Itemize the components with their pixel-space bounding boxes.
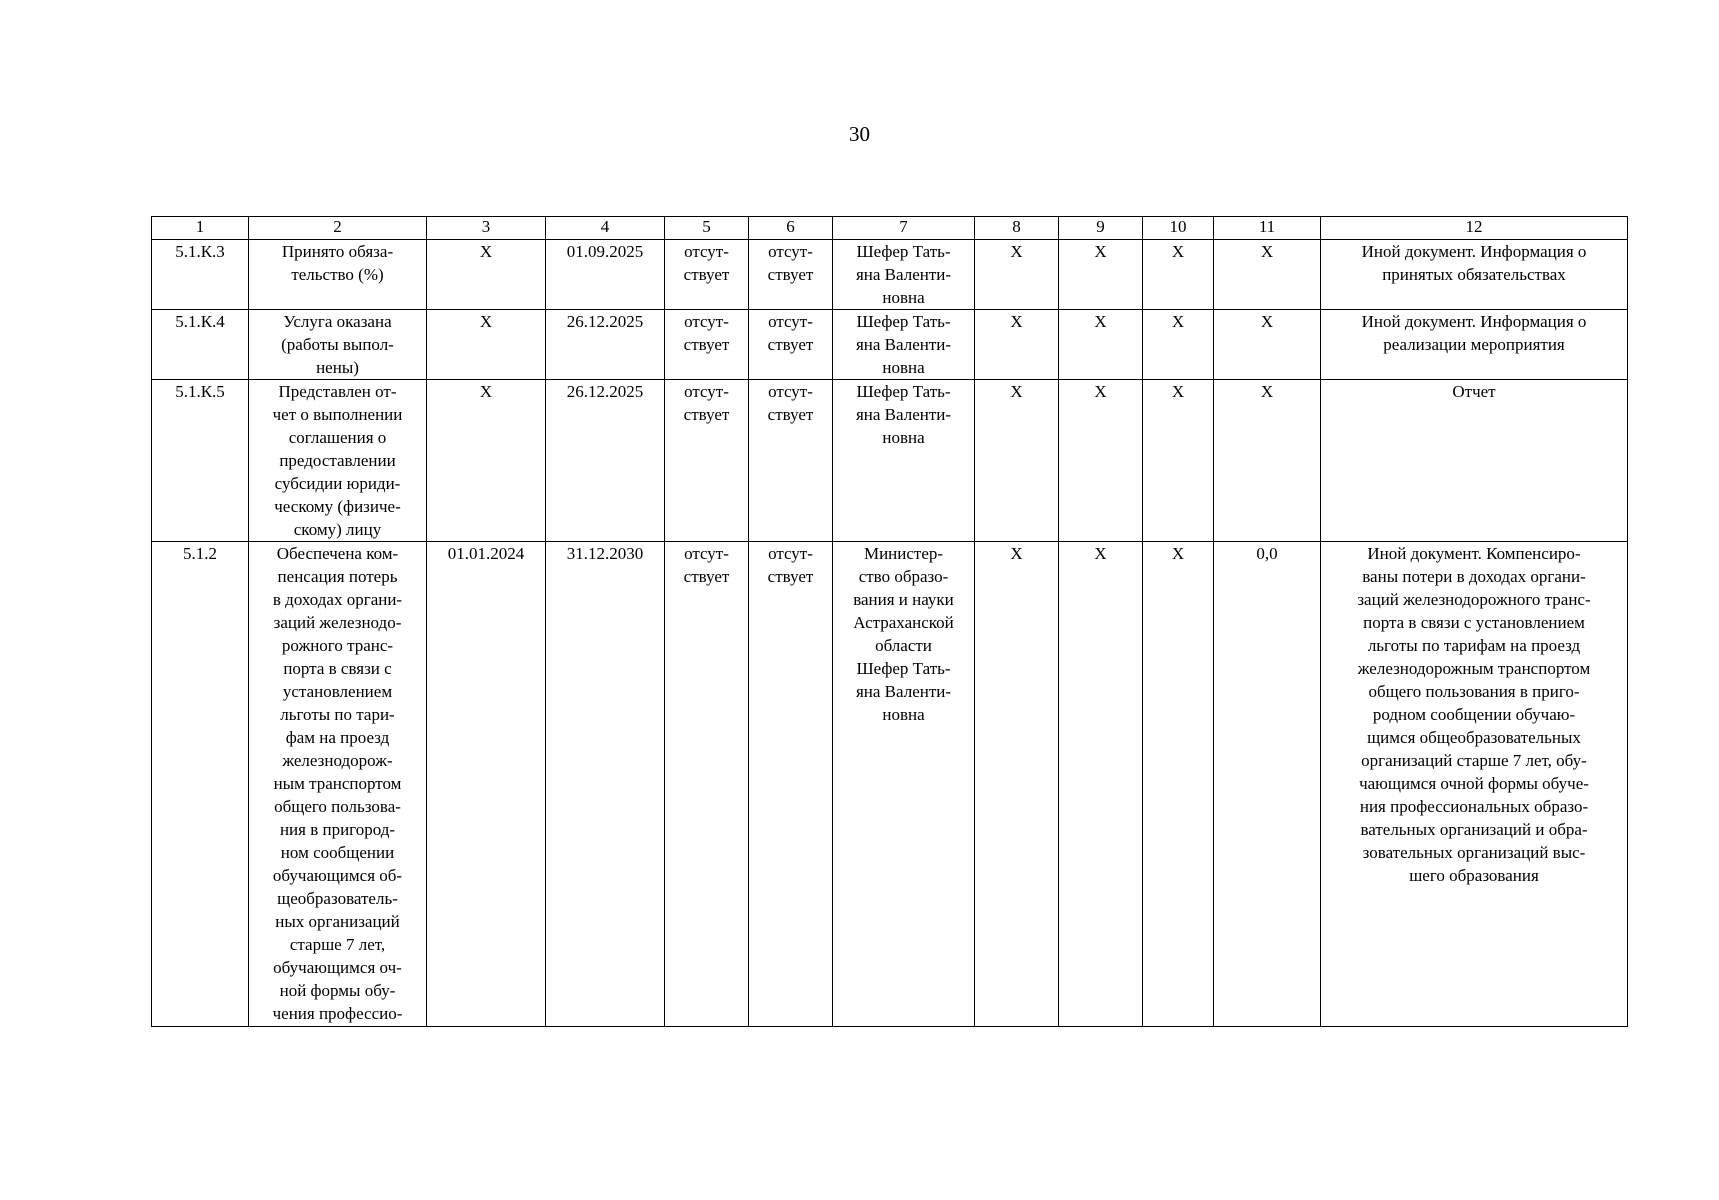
- row-col10: Х: [1143, 310, 1214, 380]
- row-responsible: Шефер Тать- яна Валенти- новна: [833, 310, 975, 380]
- header-cell: 7: [833, 217, 975, 240]
- header-cell: 2: [249, 217, 427, 240]
- row-code: 5.1.К.3: [152, 240, 249, 310]
- row-code: 5.1.2: [152, 542, 249, 1027]
- row-col8: Х: [975, 380, 1059, 542]
- row-responsible: Министер- ство образо- вания и науки Астраханской области Шефер Тать- яна Валенти- новна: [833, 542, 975, 1027]
- row-end: 31.12.2030: [546, 542, 665, 1027]
- row-responsible: Шефер Тать- яна Валенти- новна: [833, 240, 975, 310]
- row-col9: Х: [1059, 542, 1143, 1027]
- row-start: Х: [427, 240, 546, 310]
- row-col5: отсут- ствует: [665, 310, 749, 380]
- header-cell: 9: [1059, 217, 1143, 240]
- row-name: Принято обяза- тельство (%): [249, 240, 427, 310]
- row-name: Представлен от- чет о выполнении соглашения о предоставлении субсидии юриди- ческому (физиче- скому) лицу: [249, 380, 427, 542]
- row-col5: отсут- ствует: [665, 380, 749, 542]
- table-row: [152, 380, 1628, 542]
- row-col9: Х: [1059, 310, 1143, 380]
- row-col10: Х: [1143, 542, 1214, 1027]
- header-cell: 5: [665, 217, 749, 240]
- row-col9: Х: [1059, 240, 1143, 310]
- row-end: 26.12.2025: [546, 310, 665, 380]
- header-cell: 8: [975, 217, 1059, 240]
- row-col11: Х: [1214, 240, 1321, 310]
- row-col10: Х: [1143, 380, 1214, 542]
- row-document: Иной документ. Компенсиро- ваны потери в доходах органи- заций железнодорожного транс- порта в связи с установлением льготы по тарифам на проезд железнодорожным транспортом общего пользования в приго- родном сообщении обучаю- щимся общеобразовательных организаций старше 7 лет, обу- чающимся очной формы обуче- ния профессиональных образо- вательных организаций и обра- зовательных организаций выс- шего образования: [1321, 542, 1628, 1027]
- table-header-row: [152, 217, 1628, 240]
- row-name: Услуга оказана (работы выпол- нены): [249, 310, 427, 380]
- table-row: [152, 240, 1628, 310]
- row-code: 5.1.К.5: [152, 380, 249, 542]
- row-document: Иной документ. Информация о принятых обязательствах: [1321, 240, 1628, 310]
- row-col11: 0,0: [1214, 542, 1321, 1027]
- page-number: 30: [849, 122, 870, 146]
- header-cell: 11: [1214, 217, 1321, 240]
- row-responsible: Шефер Тать- яна Валенти- новна: [833, 380, 975, 542]
- row-col6: отсут- ствует: [749, 542, 833, 1027]
- row-document: Иной документ. Информация о реализации мероприятия: [1321, 310, 1628, 380]
- header-cell: 10: [1143, 217, 1214, 240]
- row-col6: отсут- ствует: [749, 380, 833, 542]
- row-document: Отчет: [1321, 380, 1628, 542]
- row-col8: Х: [975, 310, 1059, 380]
- header-cell: 6: [749, 217, 833, 240]
- row-col8: Х: [975, 240, 1059, 310]
- row-col11: Х: [1214, 310, 1321, 380]
- row-start: Х: [427, 310, 546, 380]
- header-cell: 4: [546, 217, 665, 240]
- header-cell: 1: [152, 217, 249, 240]
- row-col8: Х: [975, 542, 1059, 1027]
- row-col5: отсут- ствует: [665, 542, 749, 1027]
- row-start: Х: [427, 380, 546, 542]
- row-start: 01.01.2024: [427, 542, 546, 1027]
- row-name: Обеспечена ком- пенсация потерь в доходах органи- заций железнодо- рожного транс- порта в связи с установлением льготы по тари- фам на проезд железнодорож- ным транспортом общего пользова- ния в пригород- ном сообщении обучающимся об- щеобразователь- ных организаций старше 7 лет, обучающимся оч- ной формы обу- чения профессио-: [249, 542, 427, 1027]
- row-col10: Х: [1143, 240, 1214, 310]
- header-cell: 12: [1321, 217, 1628, 240]
- row-code: 5.1.К.4: [152, 310, 249, 380]
- row-col9: Х: [1059, 380, 1143, 542]
- table-row: [152, 542, 1628, 1027]
- row-col6: отсут- ствует: [749, 240, 833, 310]
- table-row: [152, 310, 1628, 380]
- row-col6: отсут- ствует: [749, 310, 833, 380]
- row-col11: Х: [1214, 380, 1321, 542]
- row-end: 01.09.2025: [546, 240, 665, 310]
- header-cell: 3: [427, 217, 546, 240]
- plan-table: [151, 216, 1628, 1027]
- row-col5: отсут- ствует: [665, 240, 749, 310]
- row-end: 26.12.2025: [546, 380, 665, 542]
